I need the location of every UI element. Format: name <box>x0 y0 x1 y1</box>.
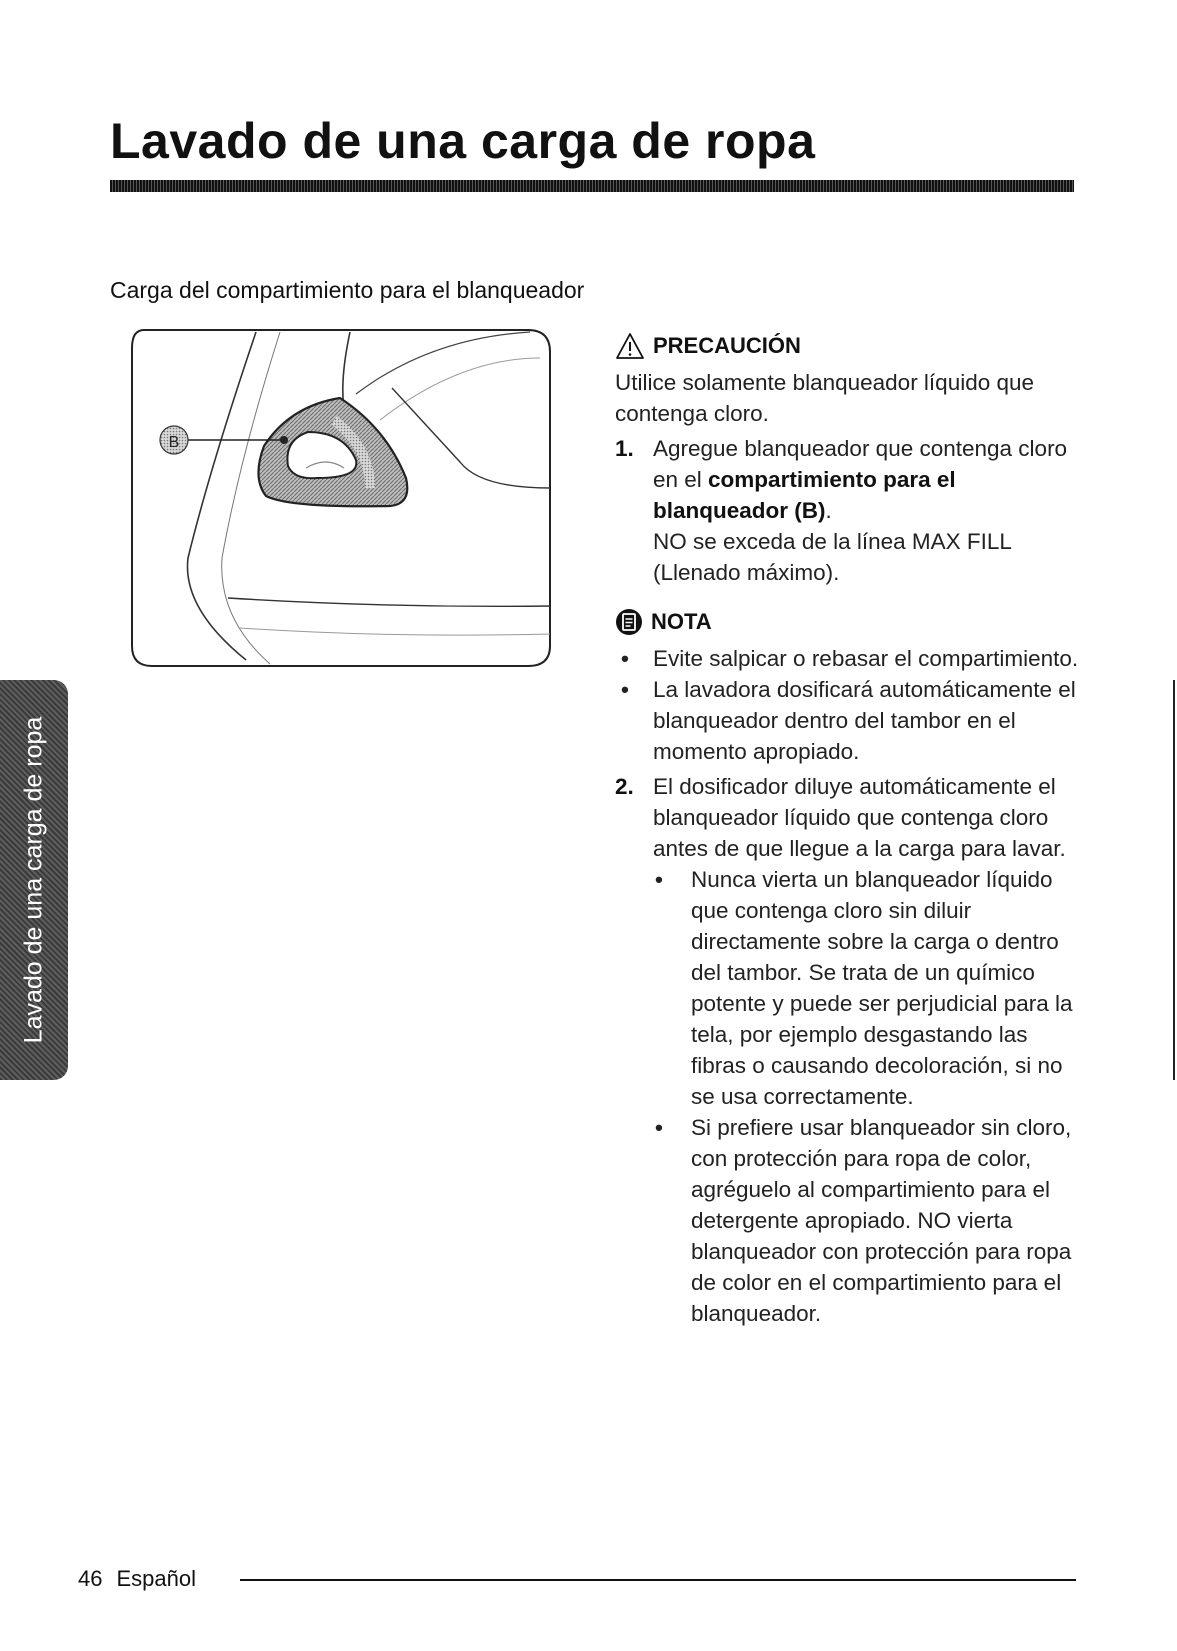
step-1-text-end: . <box>825 498 832 523</box>
bullet-dot: • <box>655 1115 663 1140</box>
note-icon <box>615 608 643 636</box>
step-1-number: 1. <box>615 436 634 461</box>
caution-title: PRECAUCIÓN <box>653 333 801 358</box>
callout-label-b: B <box>168 434 180 451</box>
instructions-column <box>615 330 1085 1329</box>
page-footer <box>78 1566 196 1592</box>
bullet-dot: • <box>621 646 629 671</box>
page-edge-mark <box>1173 680 1175 1080</box>
note-bullet-text: La lavadora dosificará automáticamente el blanqueador dentro del tambor en el momento apropiado. <box>653 677 1076 764</box>
note-bullet-text: Evite salpicar o rebasar el compartimiento. <box>653 646 1079 671</box>
step-1-text: Agregue blanqueador que contenga cloro en el <box>653 436 1068 492</box>
caution-heading <box>615 330 1085 361</box>
footer-rule <box>240 1579 1076 1581</box>
warning-triangle-icon <box>615 332 645 360</box>
step-1-bold-text: compartimiento para el blanqueador (B) <box>653 467 956 523</box>
step-2-bullet-text: Si prefiere usar blanqueador sin cloro, con protección para ropa de color, agréguelo al compartimiento para el detergente apropiado. NO vierta blanqueador con protección para ropa de color en el compartimiento para el blanqueador. <box>691 1115 1072 1326</box>
section-heading: Carga del compartimiento para el blanqueador <box>110 277 585 303</box>
caution-text: Utilice solamente blanqueador líquido que contenga cloro. <box>615 370 1035 426</box>
step-2-bullet <box>615 1112 1085 1329</box>
step-2-bullet <box>615 864 1085 1112</box>
page-title: Lavado de una carga de ropa <box>110 113 816 169</box>
step-2-text: El dosificador diluye automáticamente el blanqueador líquido que contenga cloro antes de que llegue a la carga para lavar. <box>653 774 1066 861</box>
note-bullet <box>615 674 1085 767</box>
step-2-bullet-text: Nunca vierta un blanqueador líquido que contenga cloro sin diluir directamente sobre la carga o dentro del tambor. Se trata de un químico potente y puede ser perjudicial para la tela, por ejemplo desgastando las fibras o causando decoloración, si no se usa correctamente. <box>691 867 1073 1109</box>
step-1-max-fill-text: NO se exceda de la línea MAX FILL (Llenado máximo). <box>653 529 1012 585</box>
step-2 <box>615 771 1085 864</box>
title-rule <box>110 180 1074 192</box>
step-1 <box>615 433 1085 588</box>
footer-language: Español <box>116 1566 196 1591</box>
step-2-number: 2. <box>615 774 634 799</box>
bullet-dot: • <box>621 677 629 702</box>
note-heading <box>615 606 1085 637</box>
side-tab-label: Lavado de una carga de ropa <box>19 716 48 1044</box>
bullet-dot: • <box>655 867 663 892</box>
note-title: NOTA <box>651 609 712 634</box>
note-block <box>615 606 1085 767</box>
page-number: 46 <box>78 1566 103 1591</box>
bleach-dispenser-illustration <box>130 328 554 668</box>
note-bullet <box>615 643 1085 674</box>
chapter-side-tab <box>0 680 68 1080</box>
bleach-dispenser-figure <box>130 328 554 668</box>
